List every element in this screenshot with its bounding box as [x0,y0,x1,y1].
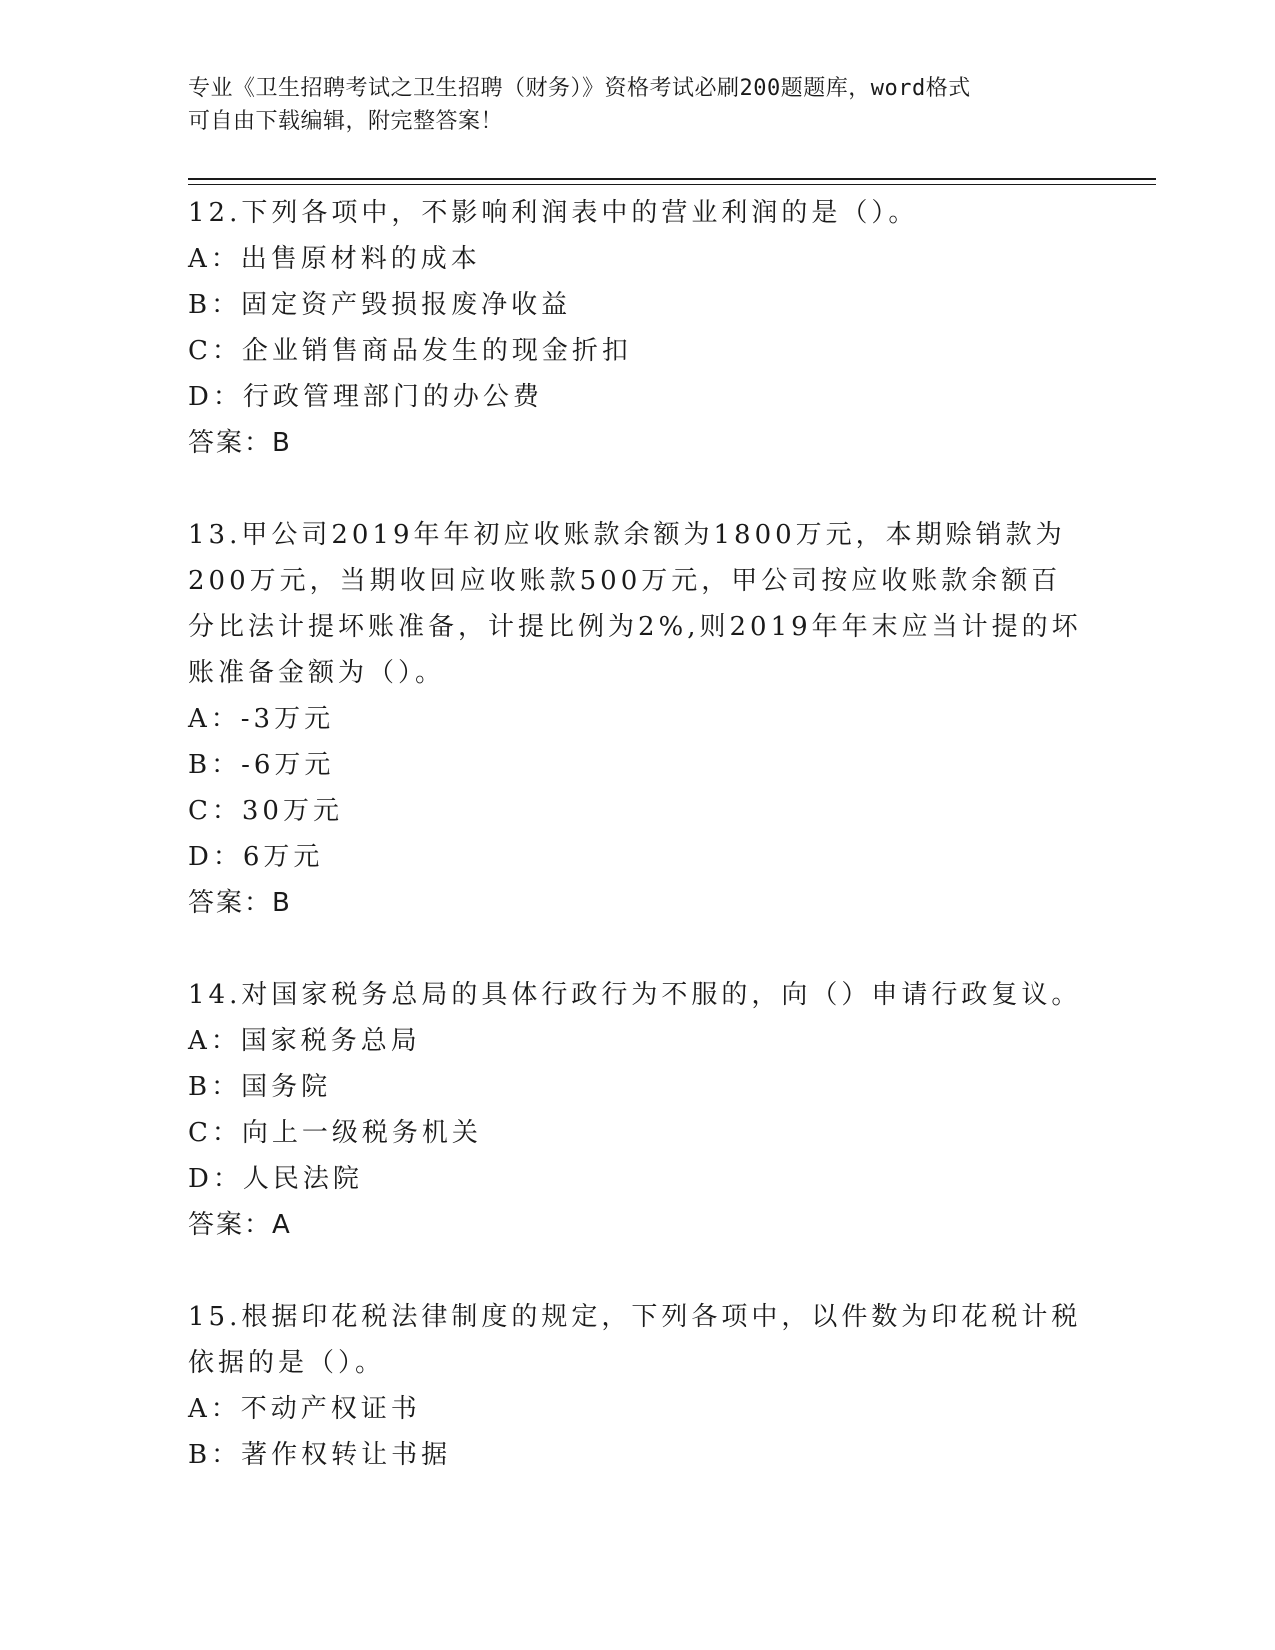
option-a: A：-3万元 [188,704,335,734]
document-header [188,72,1088,138]
option-c: C：30万元 [188,796,343,826]
option-a: A：国家税务总局 [188,1026,421,1056]
question-list [188,190,1088,1524]
question-stem: 12.下列各项中，不影响利润表中的营业利润的是（）。 [188,198,919,228]
question-12 [188,190,1088,466]
question-14 [188,972,1088,1248]
option-d: D：6万元 [188,842,324,872]
option-d: D：行政管理部门的办公费 [188,382,543,412]
question-15 [188,1294,1088,1478]
header-title-line-2: 可自由下载编辑，附完整答案！ [188,109,504,134]
header-divider [188,178,1156,185]
option-c: C：向上一级税务机关 [188,1118,482,1148]
answer-line: 答案：A [188,1210,292,1240]
question-stem: 13.甲公司2019年年初应收账款余额为1800万元，本期赊销款为200万元，当期收回应收账款500万元，甲公司按应收账款余额百分比法计提坏账准备，计提比例为2%,则2019年年末应当计提的坏账准备金额为（）。 [188,520,1082,688]
option-d: D：人民法院 [188,1164,363,1194]
option-b: B：-6万元 [188,750,335,780]
answer-line: 答案：B [188,428,292,458]
option-a: A：不动产权证书 [188,1394,421,1424]
question-stem: 14.对国家税务总局的具体行政行为不服的，向（）申请行政复议。 [188,980,1082,1010]
option-b: B：国务院 [188,1072,332,1102]
answer-line: 答案：B [188,888,292,918]
header-title-line-1: 专业《卫生招聘考试之卫生招聘（财务）》资格考试必刷200题题库，word格式 [188,76,971,101]
option-a: A：出售原材料的成本 [188,244,481,274]
option-c: C：企业销售商品发生的现金折扣 [188,336,632,366]
question-13 [188,512,1088,926]
option-b: B：固定资产毁损报废净收益 [188,290,572,320]
question-stem: 15.根据印花税法律制度的规定，下列各项中，以件数为印花税计税依据的是（）。 [188,1302,1082,1378]
option-b: B：著作权转让书据 [188,1440,452,1470]
